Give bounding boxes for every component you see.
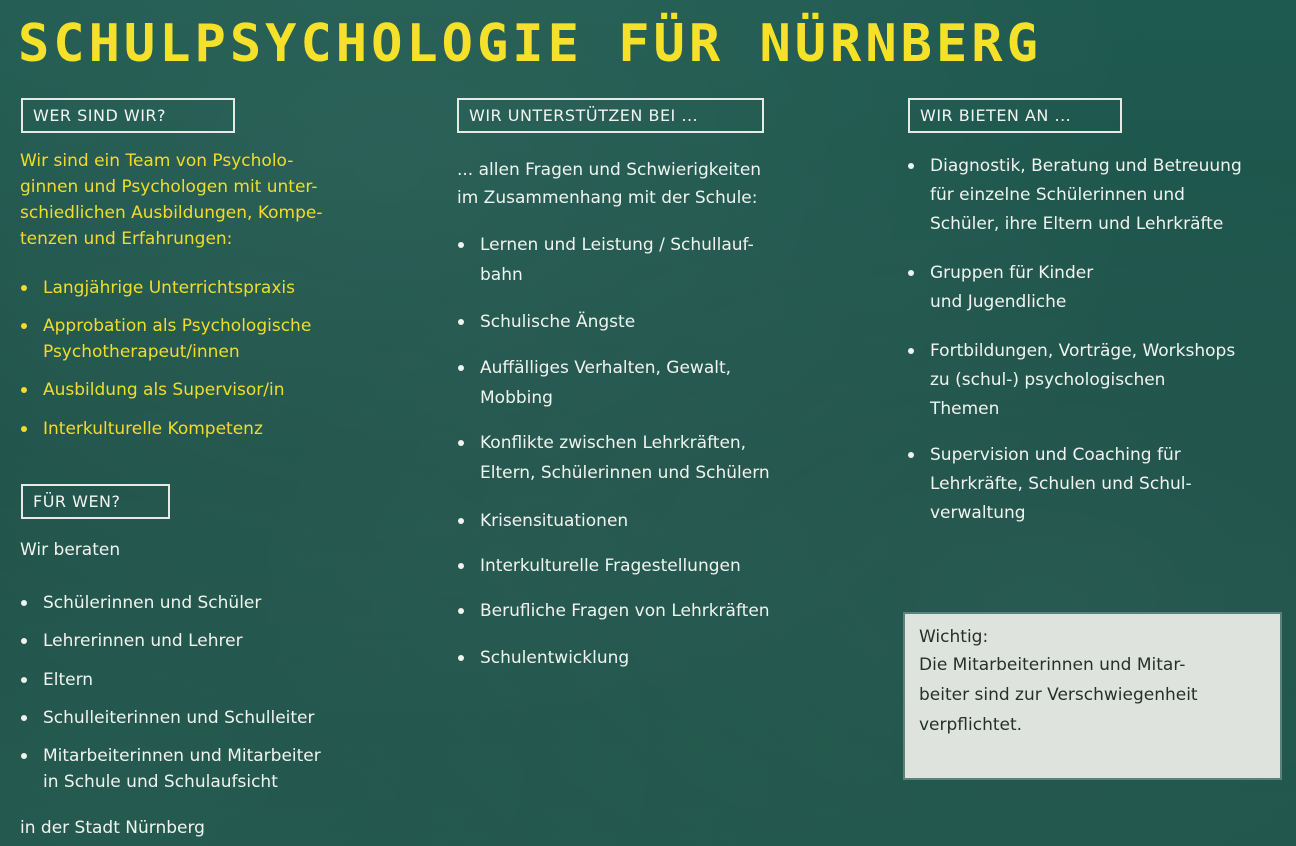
list-item-text: Fortbildungen, Vorträge, Workshops bbox=[930, 341, 1236, 361]
list-item-text: Lehrerinnen und Lehrer bbox=[43, 631, 243, 651]
bullet-icon bbox=[908, 452, 914, 458]
list-item-text: in Schule und Schulaufsicht bbox=[43, 772, 278, 792]
list-item-text: Mitarbeiterinnen und Mitarbeiter bbox=[43, 746, 321, 766]
bullet-icon bbox=[21, 638, 27, 644]
list-item-text: Supervision und Coaching für bbox=[930, 445, 1181, 465]
list-item-text: Konflikte zwischen Lehrkräften, bbox=[480, 433, 747, 453]
bullet-icon bbox=[21, 323, 27, 329]
bullet-icon bbox=[21, 753, 27, 759]
note-line: Die Mitarbeiterinnen und Mitar- bbox=[919, 655, 1186, 675]
list-item-text: Langjährige Unterrichtspraxis bbox=[43, 278, 295, 298]
intro-line: ginnen und Psychologen mit unter- bbox=[20, 177, 318, 197]
page-title: SCHULPSYCHOLOGIE FÜR NÜRNBERG bbox=[18, 14, 1042, 74]
list-item-text: zu (schul-) psychologischen bbox=[930, 370, 1166, 390]
bullet-icon bbox=[908, 270, 914, 276]
heading-wer-sind-wir: WER SIND WIR? bbox=[21, 98, 235, 133]
list-item-text: Interkulturelle Fragestellungen bbox=[480, 556, 741, 576]
bullet-icon bbox=[21, 600, 27, 606]
heading-fuer-wen: FÜR WEN? bbox=[21, 484, 170, 519]
list-item-text: Mobbing bbox=[480, 388, 553, 408]
support-intro-line: im Zusammenhang mit der Schule: bbox=[457, 188, 758, 208]
bullet-icon bbox=[458, 242, 464, 248]
list-item-text: Interkulturelle Kompetenz bbox=[43, 419, 263, 439]
list-item-text: Ausbildung als Supervisor/in bbox=[43, 380, 285, 400]
list-item-text: Gruppen für Kinder bbox=[930, 263, 1094, 283]
list-item-text: Schulleiterinnen und Schulleiter bbox=[43, 708, 315, 728]
bullet-icon bbox=[21, 677, 27, 683]
heading-wir-unterstuetzen: WIR UNTERSTÜTZEN BEI ... bbox=[457, 98, 764, 133]
intro-line: schiedlichen Ausbildungen, Kompe- bbox=[20, 203, 323, 223]
bullet-icon bbox=[21, 387, 27, 393]
advise-intro: Wir beraten bbox=[20, 540, 121, 560]
bullet-icon bbox=[908, 348, 914, 354]
list-item-text: Eltern bbox=[43, 670, 94, 690]
list-item-text: und Jugendliche bbox=[930, 292, 1067, 312]
heading-wir-bieten-an: WIR BIETEN AN ... bbox=[908, 98, 1122, 133]
list-item-text: Schulentwicklung bbox=[480, 648, 630, 668]
note-line: beiter sind zur Verschwiegenheit bbox=[919, 685, 1198, 705]
important-note bbox=[905, 614, 1280, 778]
list-item-text: Auffälliges Verhalten, Gewalt, bbox=[480, 358, 732, 378]
footer-text: in der Stadt Nürnberg bbox=[20, 818, 205, 838]
list-item-text: Eltern, Schülerinnen und Schülern bbox=[480, 463, 770, 483]
bullet-icon bbox=[458, 440, 464, 446]
intro-line: tenzen und Erfahrungen: bbox=[20, 229, 233, 249]
bullet-icon bbox=[458, 365, 464, 371]
list-item-text: Schulische Ängste bbox=[480, 312, 636, 332]
note-line: verpflichtet. bbox=[919, 715, 1023, 735]
list-item-text: Approbation als Psychologische bbox=[43, 316, 312, 336]
bullet-icon bbox=[21, 715, 27, 721]
intro-line: Wir sind ein Team von Psycholo- bbox=[20, 151, 294, 171]
list-item-text: Lehrkräfte, Schulen und Schul- bbox=[930, 474, 1192, 494]
bullet-icon bbox=[458, 655, 464, 661]
list-item-text: Lernen und Leistung / Schullauf- bbox=[480, 235, 754, 255]
bullet-icon bbox=[21, 285, 27, 291]
bullet-icon bbox=[458, 518, 464, 524]
list-item-text: Berufliche Fragen von Lehrkräften bbox=[480, 601, 770, 621]
list-item-text: bahn bbox=[480, 265, 523, 285]
list-item-text: Schülerinnen und Schüler bbox=[43, 593, 262, 613]
list-item-text: Psychotherapeut/innen bbox=[43, 342, 240, 362]
bullet-icon bbox=[458, 563, 464, 569]
note-label: Wichtig: bbox=[919, 627, 989, 647]
bullet-icon bbox=[458, 319, 464, 325]
bullet-icon bbox=[908, 163, 914, 169]
list-item-text: Diagnostik, Beratung und Betreuung bbox=[930, 156, 1242, 176]
list-item-text: Schüler, ihre Eltern und Lehrkräfte bbox=[930, 214, 1224, 234]
bullet-icon bbox=[21, 426, 27, 432]
list-item-text: Themen bbox=[930, 399, 1000, 419]
support-intro-line: ... allen Fragen und Schwierigkeiten bbox=[457, 160, 762, 180]
list-item-text: verwaltung bbox=[930, 503, 1026, 523]
list-item-text: für einzelne Schülerinnen und bbox=[930, 185, 1185, 205]
list-item-text: Krisensituationen bbox=[480, 511, 629, 531]
bullet-icon bbox=[458, 608, 464, 614]
